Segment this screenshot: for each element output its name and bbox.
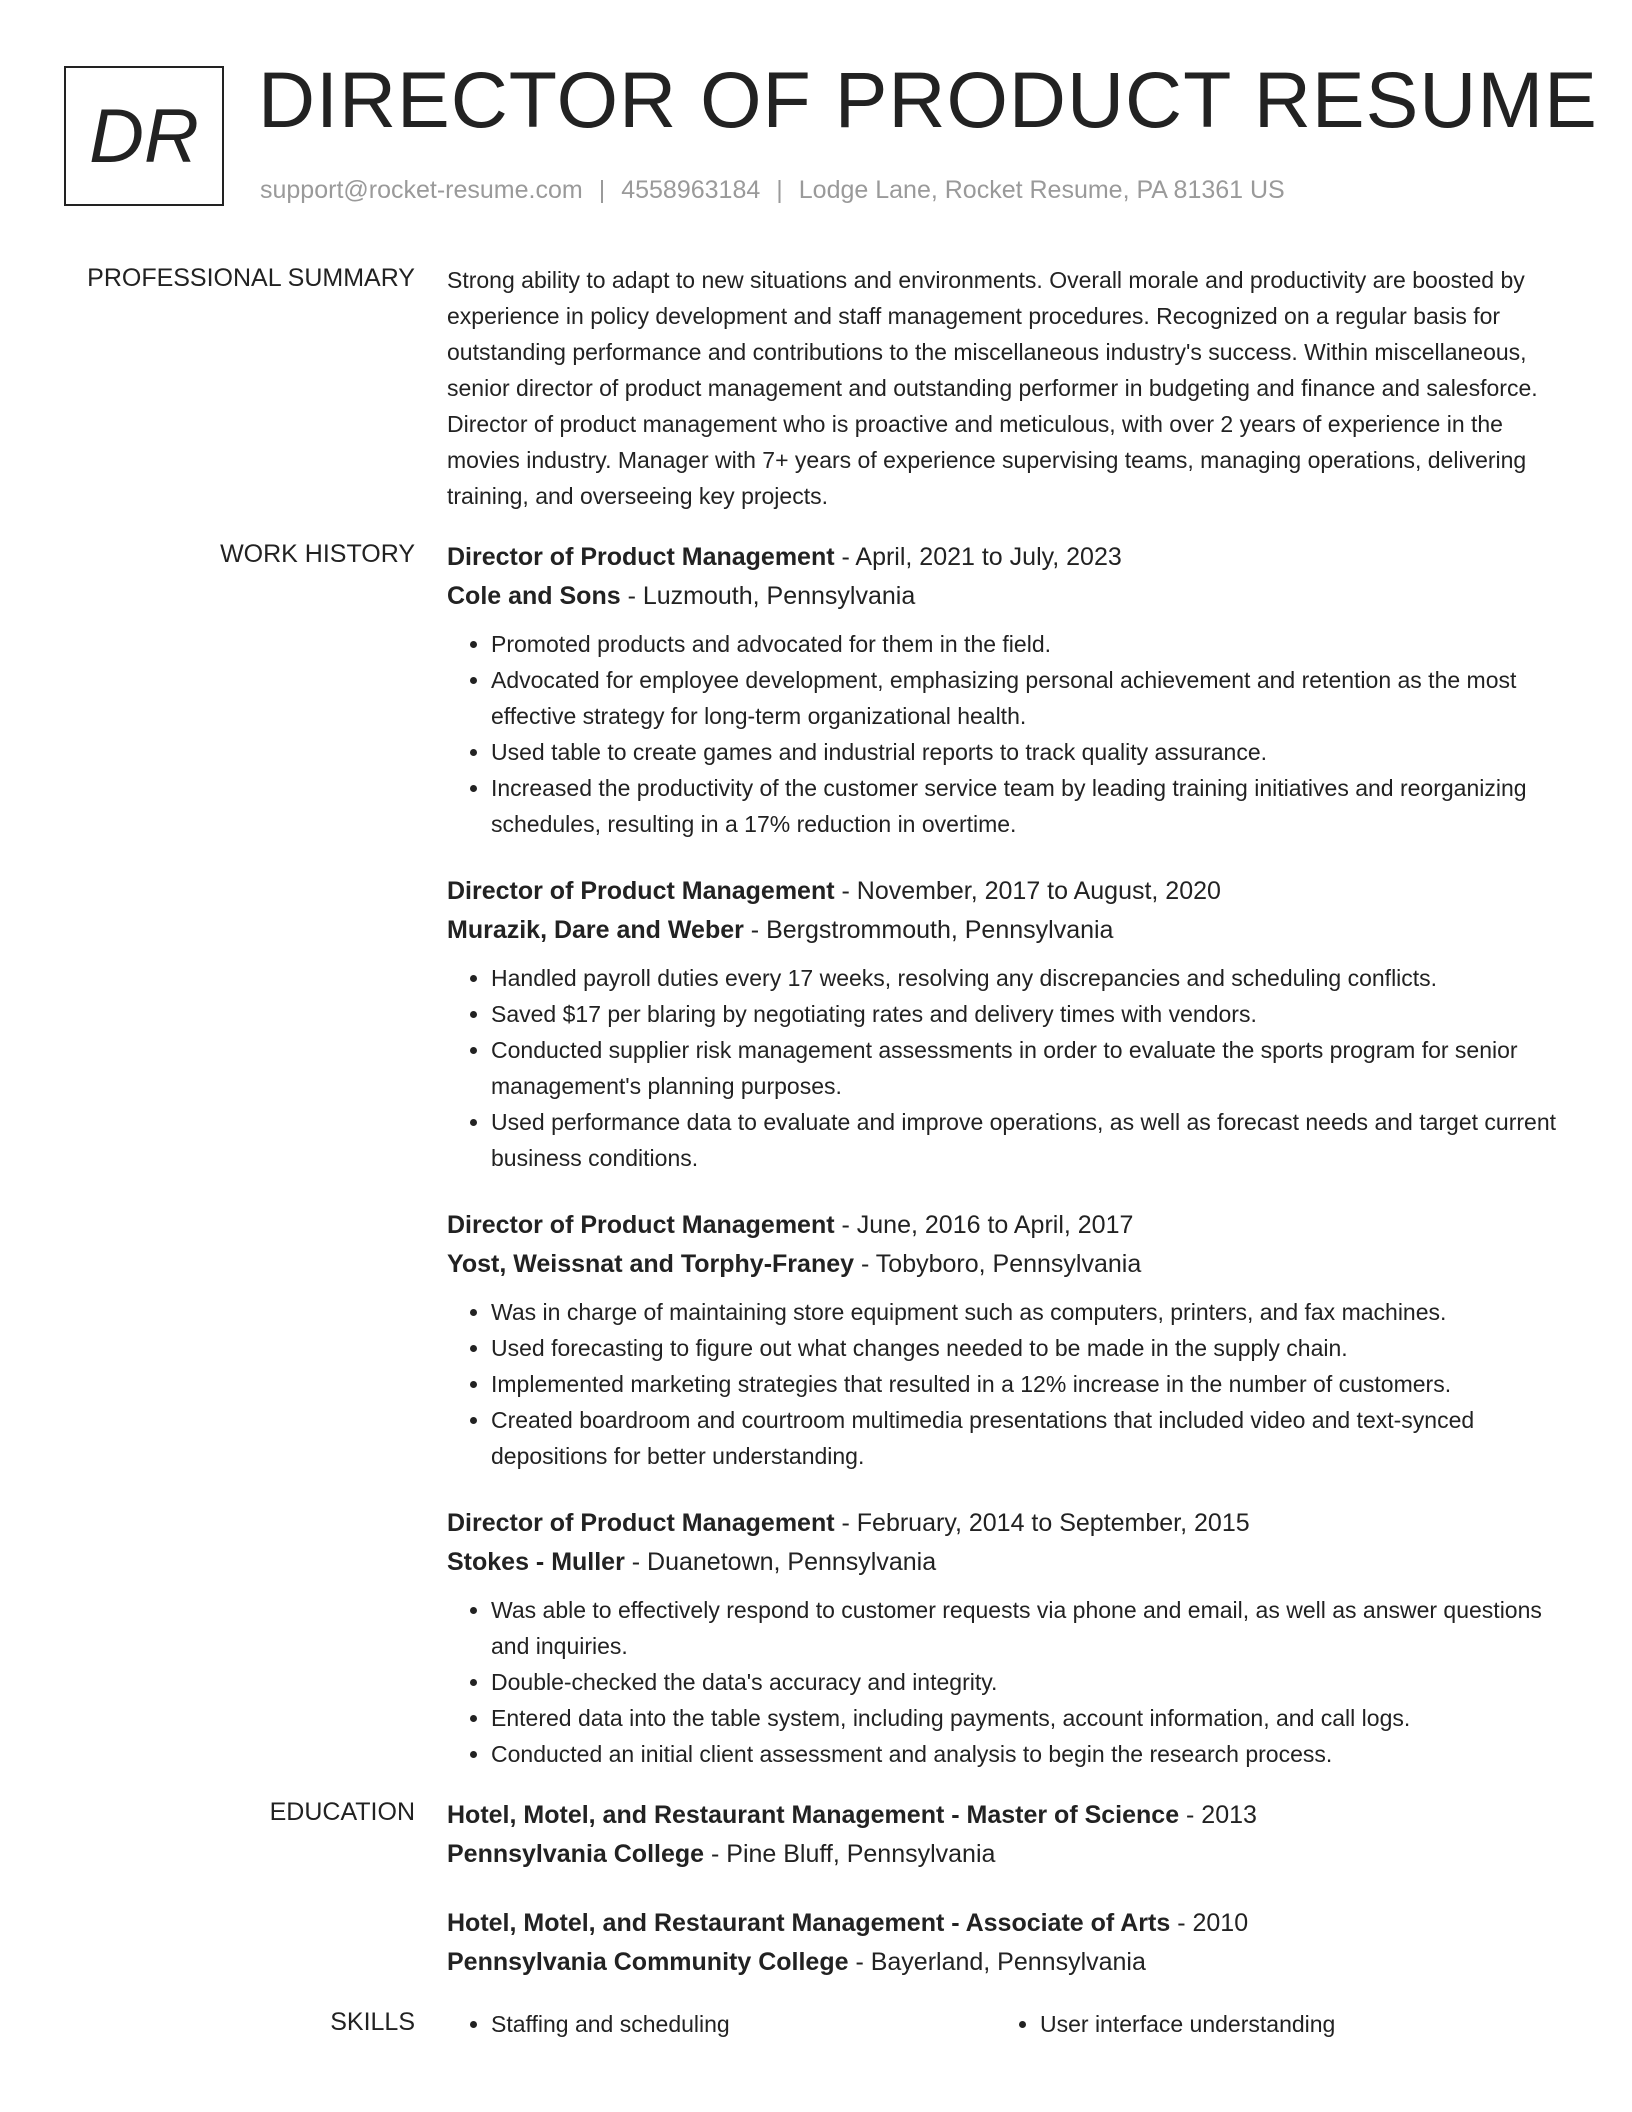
skill-item: • User interface understanding [1040,2006,1545,2043]
work-history-body [447,538,1567,1772]
degree-line [447,1904,1567,1943]
contact-phone[interactable]: 4558963184 [621,176,761,204]
job-title-line [447,872,1567,911]
skills-list-right [996,2006,1545,2043]
school-location: - Pine Bluff, Pennsylvania [704,1840,996,1868]
job-entry [447,538,1567,842]
skill-item: • Staffing and scheduling [491,2006,996,2043]
summary-text: Strong ability to adapt to new situations and environments. Overall morale and productivity are boosted by experience in policy development and staff management procedures. Recognized on a regular basis for outstanding performance and contributions to the miscellaneous industry's success. Within miscellaneous, senior director of product management and outstanding performer in budgeting and finance and salesforce. Director of product management who is proactive and meticulous, with over 2 years of experience in the movies industry. Manager with 7+ years of experience supervising teams, managing operations, delivering training, and overseeing key projects. [447,267,1538,509]
job-bullet: • Was in charge of maintaining store equipment such as computers, printers, and fax machines. [491,1294,1567,1330]
job-location: - Duanetown, Pennsylvania [624,1548,937,1576]
job-entry [447,1504,1567,1772]
job-dates: - February, 2014 to September, 2015 [834,1509,1250,1537]
school-name: Pennsylvania College [447,1840,705,1868]
job-title-line [447,538,1567,577]
job-bullet: • Used performance data to evaluate and improve operations, as well as forecast needs and target current business conditions. [491,1104,1567,1176]
section-education [0,1796,1632,1982]
section-label-work: WORK HISTORY [220,540,415,568]
school-location: - Bayerland, Pennsylvania [848,1948,1146,1976]
job-company-line [447,1543,1567,1582]
job-title-line [447,1504,1567,1543]
section-summary [0,262,1632,514]
skills-list-left [447,2006,996,2043]
job-title: Director of Product Management [447,1211,835,1239]
job-bullet: • Double-checked the data's accuracy and integrity. [491,1664,1567,1700]
job-company-line [447,577,1567,616]
job-bullet: • Created boardroom and courtroom multimedia presentations that included video and text-synced depositions for better understanding. [491,1402,1567,1474]
section-skills [0,2006,1632,2043]
job-bullets [447,626,1567,842]
job-dates: - November, 2017 to August, 2020 [834,877,1221,905]
education-entry [447,1904,1567,1982]
section-label-education: EDUCATION [269,1798,415,1826]
job-location: - Luzmouth, Pennsylvania [620,582,916,610]
job-bullets [447,960,1567,1176]
job-company-line [447,911,1567,950]
job-bullets [447,1294,1567,1474]
school-line [447,1835,1567,1874]
contact-separator: | [776,176,783,204]
section-label-summary: PROFESSIONAL SUMMARY [87,264,415,292]
school-name: Pennsylvania Community College [447,1948,849,1976]
section-label-skills: SKILLS [330,2008,415,2036]
contact-email[interactable]: support@rocket-resume.com [260,176,583,204]
job-bullet: • Was able to effectively respond to customer requests via phone and email, as well as answer questions and inquiries. [491,1592,1567,1664]
skills-body [447,2006,1567,2043]
job-entry [447,872,1567,1176]
job-dates: - June, 2016 to April, 2017 [834,1211,1134,1239]
job-entry [447,1206,1567,1474]
resume-title: DIRECTOR OF PRODUCT RESUME [258,55,1598,144]
summary-body [447,262,1567,514]
job-company: Murazik, Dare and Weber [447,916,744,944]
contact-separator: | [598,176,606,204]
monogram-badge [64,66,224,206]
job-company: Yost, Weissnat and Torphy-Franey [447,1250,855,1278]
education-entry [447,1796,1567,1874]
job-bullet: • Used forecasting to figure out what changes needed to be made in the supply chain. [491,1330,1567,1366]
job-title-line [447,1206,1567,1245]
job-dates: - April, 2021 to July, 2023 [834,543,1122,571]
job-bullet: • Saved $17 per blaring by negotiating rates and delivery times with vendors. [491,996,1567,1032]
job-bullet: • Promoted products and advocated for them in the field. [491,626,1567,662]
job-company: Cole and Sons [447,582,621,610]
job-bullet: • Implemented marketing strategies that resulted in a 12% increase in the number of customers. [491,1366,1567,1402]
monogram-initials: DR [89,93,199,179]
contact-line [260,176,1285,205]
degree-line [447,1796,1567,1835]
degree-name: Hotel, Motel, and Restaurant Management - Associate of Arts [447,1909,1171,1937]
job-title: Director of Product Management [447,1509,835,1537]
job-bullet: • Entered data into the table system, including payments, account information, and call logs. [491,1700,1567,1736]
school-line [447,1943,1567,1982]
degree-year: - 2013 [1179,1801,1257,1829]
section-work-history [0,538,1632,1772]
resume-content [0,262,1632,2067]
job-location: - Tobyboro, Pennsylvania [854,1250,1142,1278]
job-bullets [447,1592,1567,1772]
job-title: Director of Product Management [447,877,835,905]
job-company-line [447,1245,1567,1284]
education-body [447,1796,1567,1982]
job-company: Stokes - Muller [447,1548,625,1576]
degree-name: Hotel, Motel, and Restaurant Management - Master of Science [447,1801,1180,1829]
job-bullet: • Used table to create games and industrial reports to track quality assurance. [491,734,1567,770]
job-bullet: • Conducted supplier risk management assessments in order to evaluate the sports program for senior management's planning purposes. [491,1032,1567,1104]
job-bullet: • Handled payroll duties every 17 weeks, resolving any discrepancies and scheduling conflicts. [491,960,1567,996]
job-location: - Bergstrommouth, Pennsylvania [743,916,1114,944]
job-bullet: • Advocated for employee development, emphasizing personal achievement and retention as the most effective strategy for long-term organizational health. [491,662,1567,734]
contact-address: Lodge Lane, Rocket Resume, PA 81361 US [798,176,1285,204]
job-title: Director of Product Management [447,543,835,571]
job-bullet: • Increased the productivity of the customer service team by leading training initiatives and reorganizing schedules, resulting in a 17% reduction in overtime. [491,770,1567,842]
degree-year: - 2010 [1170,1909,1249,1937]
job-bullet: • Conducted an initial client assessment and analysis to begin the research process. [491,1736,1567,1772]
